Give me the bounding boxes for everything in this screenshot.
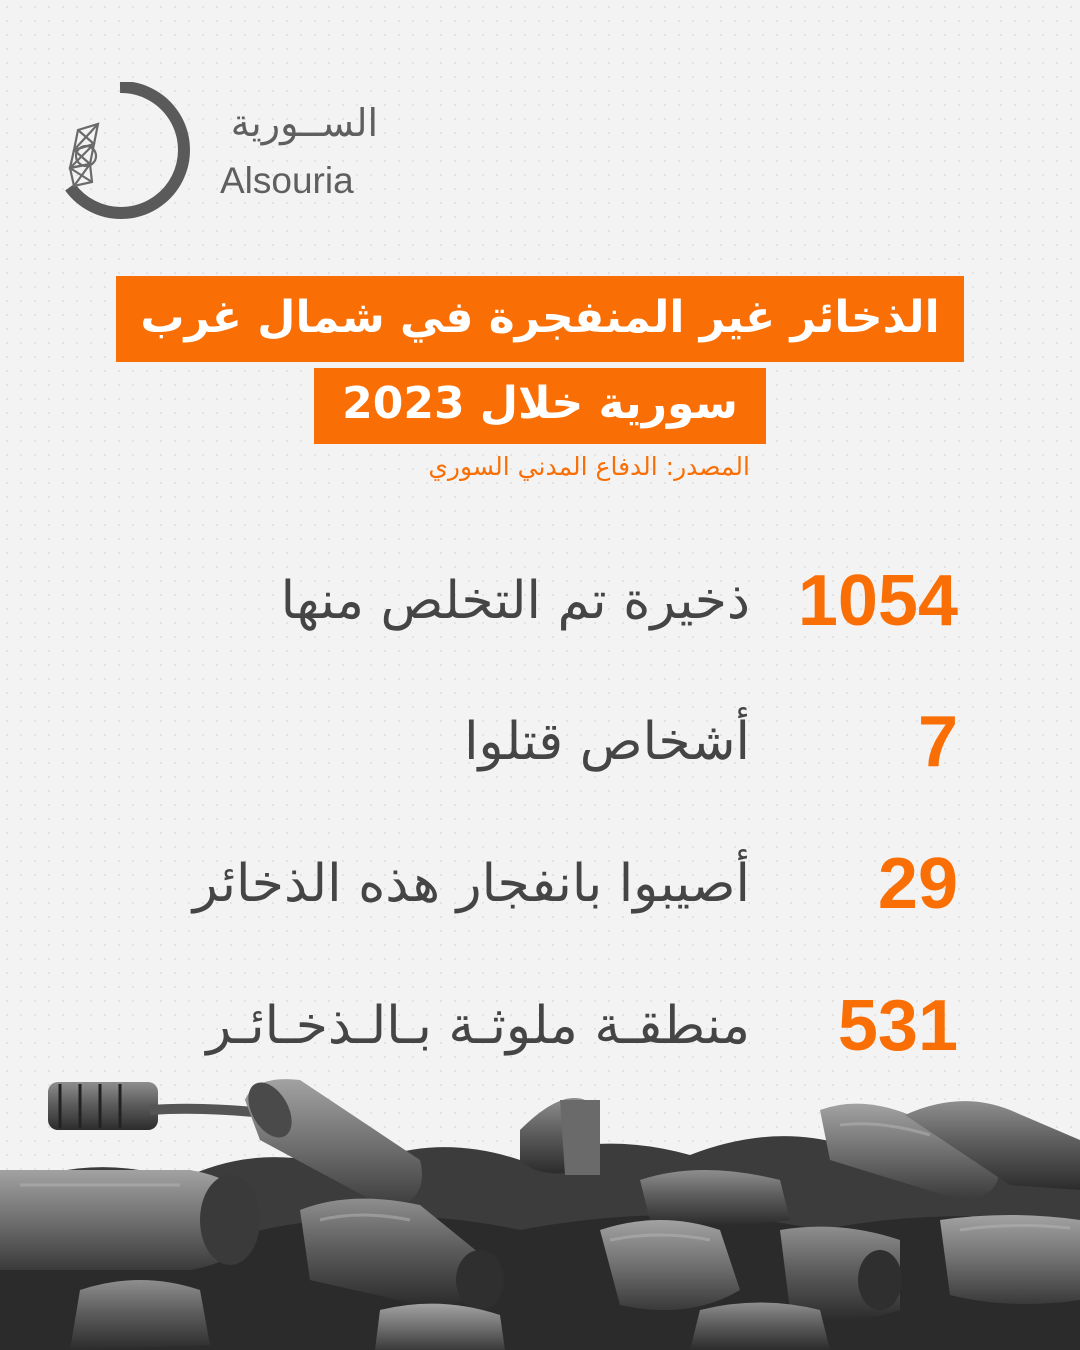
stat-value: 531 [837,986,958,1066]
headline-line-1: الذخائر غير المنفجرة في شمال غرب [116,276,963,362]
logo-name-arabic: الســورية [230,101,378,145]
brand-logo [58,82,388,227]
headline [0,276,1080,444]
stat-row-disposed [0,556,1080,646]
source-note: المصدر: الدفاع المدني السوري [428,452,750,481]
alsouria-logo-icon [58,82,203,227]
stat-label: ذخيرة تم التخلص منها [280,571,750,631]
stat-label: أشخاص قتلوا [464,712,750,772]
stat-row-injured [0,839,1080,929]
stat-value: 7 [917,702,958,782]
stat-label: منطقـة ملوثـة بـالـذخـائـر [206,996,750,1056]
stat-value: 1054 [797,561,958,641]
munitions-pile-image [0,1070,1080,1350]
stat-label: أصيبوا بانفجار هذه الذخائر [192,854,750,914]
stat-row-killed [0,697,1080,787]
stat-value: 29 [877,844,958,924]
stat-row-contaminated [0,981,1080,1071]
headline-line-2: سورية خلال 2023 [314,368,766,444]
logo-name-english: Alsouria [220,160,354,201]
